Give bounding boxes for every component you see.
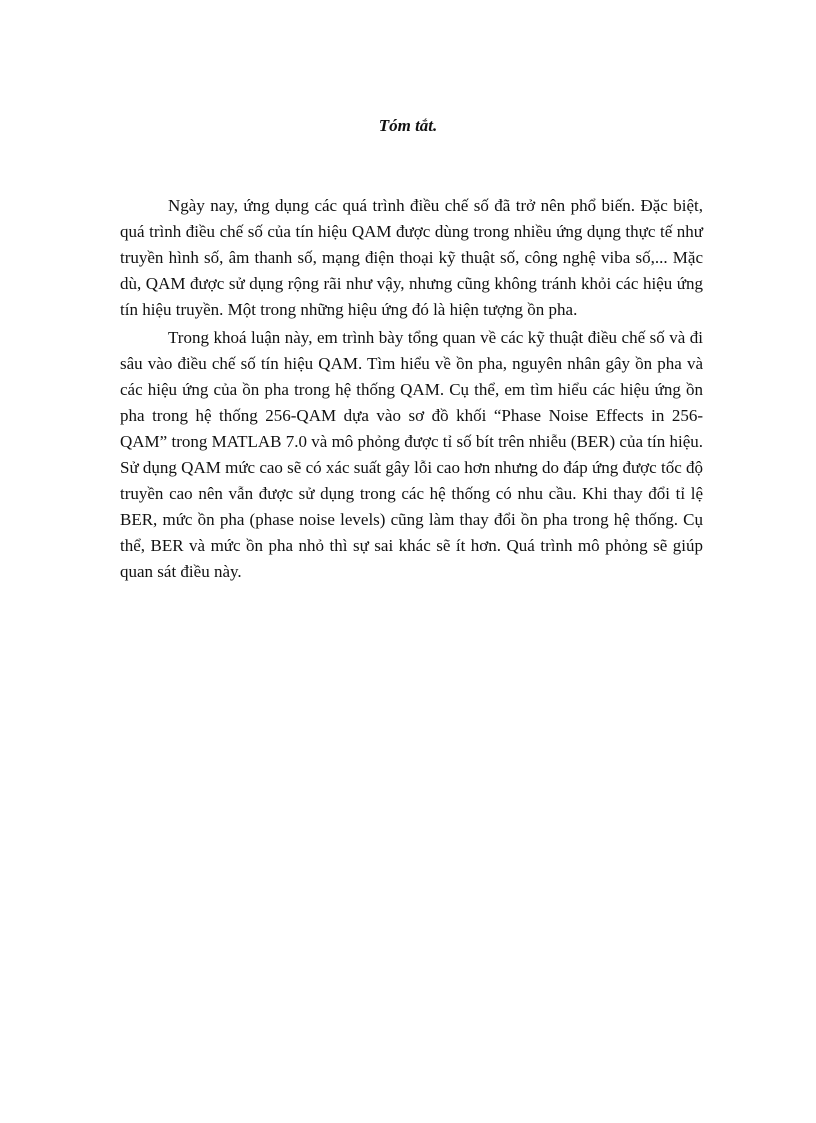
- abstract-paragraph-2: Trong khoá luận này, em trình bày tổng quan về các kỹ thuật điều chế số và đi sâu vào điều chế số tín hiệu QAM. Tìm hiểu về ồn pha, nguyên nhân gây ồn pha và các hiệu ứng của ồn pha trong hệ thống QAM. Cụ thể, em tìm hiểu các hiệu ứng ồn pha trong hệ thống 256-QAM dựa vào sơ đồ khối “Phase Noise Effects in 256-QAM” trong MATLAB 7.0 và mô phỏng được tỉ số bít trên nhiễu (BER) của tín hiệu. Sử dụng QAM mức cao sẽ có xác suất gây lỗi cao hơn nhưng do đáp ứng được tốc độ truyền cao nên vẫn được sử dụng trong các hệ thống có nhu cầu. Khi thay đổi tỉ lệ BER, mức ồn pha (phase noise levels) cũng làm thay đổi ồn pha trong hệ thống. Cụ thể, BER và mức ồn pha nhỏ thì sự sai khác sẽ ít hơn. Quá trình mô phỏng sẽ giúp quan sát điều này.: [120, 328, 703, 581]
- abstract-paragraph-1: Ngày nay, ứng dụng các quá trình điều chế số đã trở nên phổ biến. Đặc biệt, quá trình điều chế số của tín hiệu QAM được dùng trong nhiều ứng dụng thực tế như truyền hình số, âm thanh số, mạng điện thoại kỹ thuật số, công nghệ viba số,... Mặc dù, QAM được sử dụng rộng rãi như vậy, nhưng cũng không tránh khỏi các hiệu ứng tín hiệu truyền. Một trong những hiệu ứng đó là hiện tượng ồn pha.: [120, 196, 703, 319]
- abstract-body: [120, 193, 703, 585]
- abstract-title: Tóm tắt.: [378, 116, 438, 135]
